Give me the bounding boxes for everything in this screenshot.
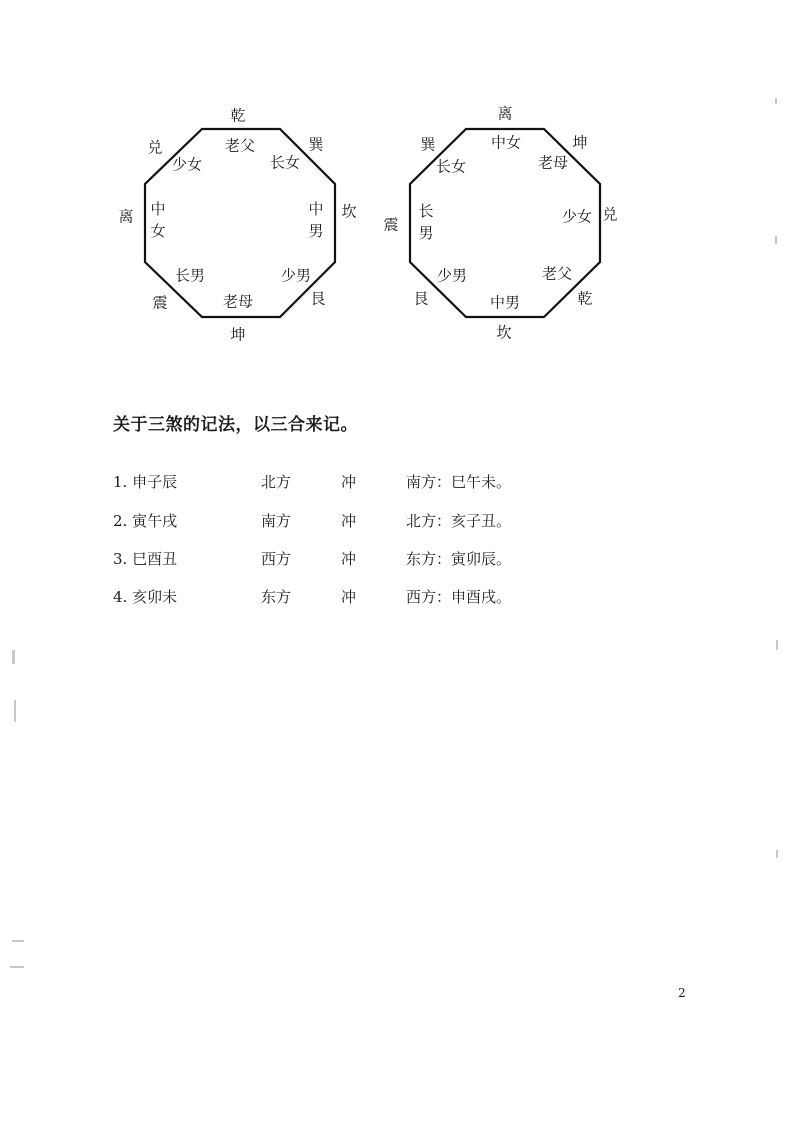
rule-chong: 冲: [341, 550, 357, 568]
d2-inner-top-left: 长女: [435, 157, 467, 176]
d2-outer-left: 震: [383, 215, 399, 234]
d1-inner-bottom-left: 长男: [174, 266, 206, 285]
d1-outer-top: 乾: [230, 106, 246, 125]
d1-outer-left: 离: [118, 207, 134, 226]
scan-speck: [775, 236, 777, 244]
d1-outer-right: 坎: [341, 202, 357, 221]
d2-outer-top: 离: [497, 104, 513, 123]
d2-outer-bottom-left: 艮: [413, 289, 429, 308]
rule-combo: 3. 巳酉丑: [113, 550, 178, 568]
rule-row: [0, 510, 794, 532]
rule-result: 南方：巳午未。: [406, 473, 512, 491]
rule-direction: 北方: [261, 473, 292, 491]
d1-inner-top: 老父: [224, 136, 256, 155]
d1-inner-top-right: 长女: [269, 153, 301, 172]
d1-outer-bottom: 坤: [230, 325, 246, 344]
d2-outer-bottom-right: 乾: [577, 289, 593, 308]
d2-inner-bottom-left: 少男: [436, 266, 468, 285]
rule-combo: 4. 亥卯未: [113, 588, 178, 606]
octagon-outlines: [0, 0, 794, 360]
rule-chong: 冲: [341, 588, 357, 606]
d1-outer-top-left: 兑: [147, 138, 163, 157]
d1-outer-bottom-left: 震: [152, 293, 168, 312]
d2-outer-right: 兑: [602, 205, 618, 224]
d1-inner-left: 中女: [150, 200, 166, 240]
page-number: 2: [678, 986, 686, 1000]
scan-speck: [10, 966, 24, 968]
rule-combo: 1. 申子辰: [113, 473, 178, 491]
rule-direction: 西方: [261, 550, 292, 568]
rule-combo: 2. 寅午戌: [113, 512, 178, 530]
rule-result: 北方：亥子丑。: [406, 512, 512, 530]
d2-inner-top: 中女: [490, 133, 522, 152]
rule-result: 东方：寅卯辰。: [406, 550, 512, 568]
d2-outer-bottom: 坎: [496, 323, 512, 342]
rule-direction: 东方: [261, 588, 292, 606]
d2-outer-top-left: 巽: [420, 135, 436, 154]
scan-speck: [14, 700, 16, 722]
d2-outer-top-right: 坤: [572, 133, 588, 152]
d2-inner-bottom-right: 老父: [541, 264, 573, 283]
rule-row: [0, 548, 794, 570]
scan-speck: [776, 640, 778, 650]
d1-inner-right: 中男: [308, 200, 324, 240]
scan-speck: [775, 98, 777, 104]
d1-inner-top-left: 少女: [171, 155, 203, 174]
scan-speck: [776, 850, 778, 858]
d1-outer-bottom-right: 艮: [310, 289, 326, 308]
d1-inner-bottom-right: 少男: [280, 266, 312, 285]
rule-chong: 冲: [341, 473, 357, 491]
bagua-diagrams: [0, 0, 794, 360]
d2-inner-left: 长男: [418, 202, 434, 242]
d2-inner-bottom: 中男: [489, 293, 521, 312]
section-heading: 关于三煞的记法，以三合来记。: [113, 415, 358, 435]
rule-chong: 冲: [341, 512, 357, 530]
d2-inner-right: 少女: [561, 207, 593, 226]
rule-row: [0, 471, 794, 493]
rule-result: 西方：申酉戌。: [406, 588, 512, 606]
rule-direction: 南方: [261, 512, 292, 530]
d1-outer-top-right: 巽: [308, 135, 324, 154]
d1-inner-bottom: 老母: [222, 292, 254, 311]
scan-speck: [12, 940, 24, 942]
d2-inner-top-right: 老母: [537, 153, 569, 172]
scan-speck: [12, 650, 15, 664]
rule-row: [0, 586, 794, 608]
